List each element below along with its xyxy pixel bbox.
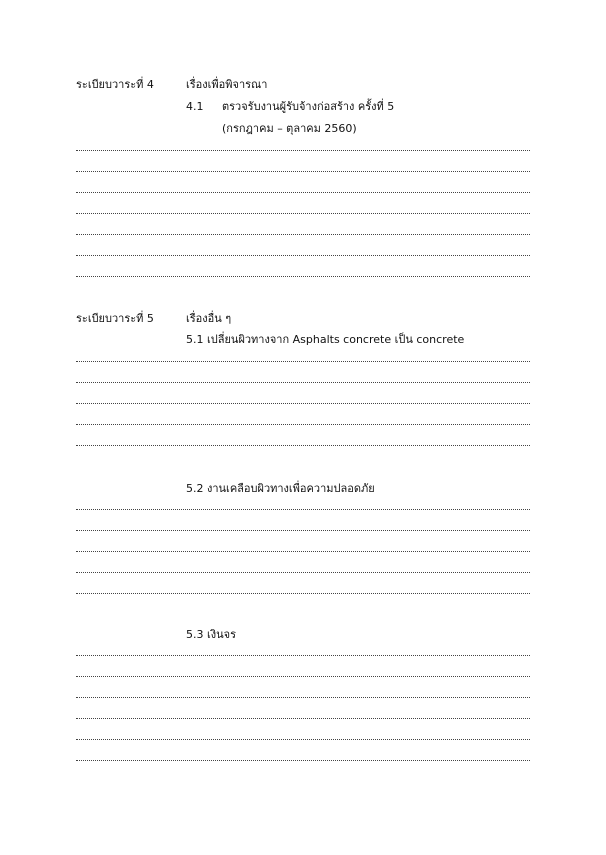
dotted-line <box>76 382 530 383</box>
agenda-4-topic: เรื่องเพื่อพิจารณา <box>186 78 268 91</box>
dotted-line <box>76 655 530 656</box>
item-5-3-title: 5.3 เงินจร <box>186 628 236 641</box>
agenda-5-topic: เรื่องอื่น ๆ <box>186 312 232 325</box>
agenda-4-label: ระเบียบวาระที่ 4 <box>76 78 154 91</box>
item-4-1-number: 4.1 <box>186 100 204 113</box>
dotted-line <box>76 213 530 214</box>
dotted-line <box>76 445 530 446</box>
dotted-line <box>76 424 530 425</box>
agenda-5-label: ระเบียบวาระที่ 5 <box>76 312 154 325</box>
dotted-line <box>76 403 530 404</box>
dotted-line <box>76 572 530 573</box>
dotted-line <box>76 361 530 362</box>
dotted-line <box>76 718 530 719</box>
item-4-1-period: (กรกฎาคม – ตุลาคม 2560) <box>222 122 357 135</box>
dotted-line <box>76 551 530 552</box>
item-4-1-title: ตรวจรับงานผู้รับจ้างก่อสร้าง ครั้งที่ 5 <box>222 100 395 113</box>
item-5-2-title: 5.2 งานเคลือบผิวทางเพื่อความปลอดภัย <box>186 482 375 495</box>
dotted-line <box>76 676 530 677</box>
dotted-line <box>76 530 530 531</box>
dotted-line <box>76 760 530 761</box>
dotted-line <box>76 171 530 172</box>
dotted-line <box>76 593 530 594</box>
dotted-line <box>76 150 530 151</box>
dotted-line <box>76 234 530 235</box>
dotted-line <box>76 509 530 510</box>
dotted-line <box>76 255 530 256</box>
dotted-line <box>76 739 530 740</box>
item-5-1-title: 5.1 เปลี่ยนผิวทางจาก Asphalts concrete เป็น concrete <box>186 333 465 346</box>
dotted-line <box>76 697 530 698</box>
dotted-line <box>76 276 530 277</box>
dotted-line <box>76 192 530 193</box>
